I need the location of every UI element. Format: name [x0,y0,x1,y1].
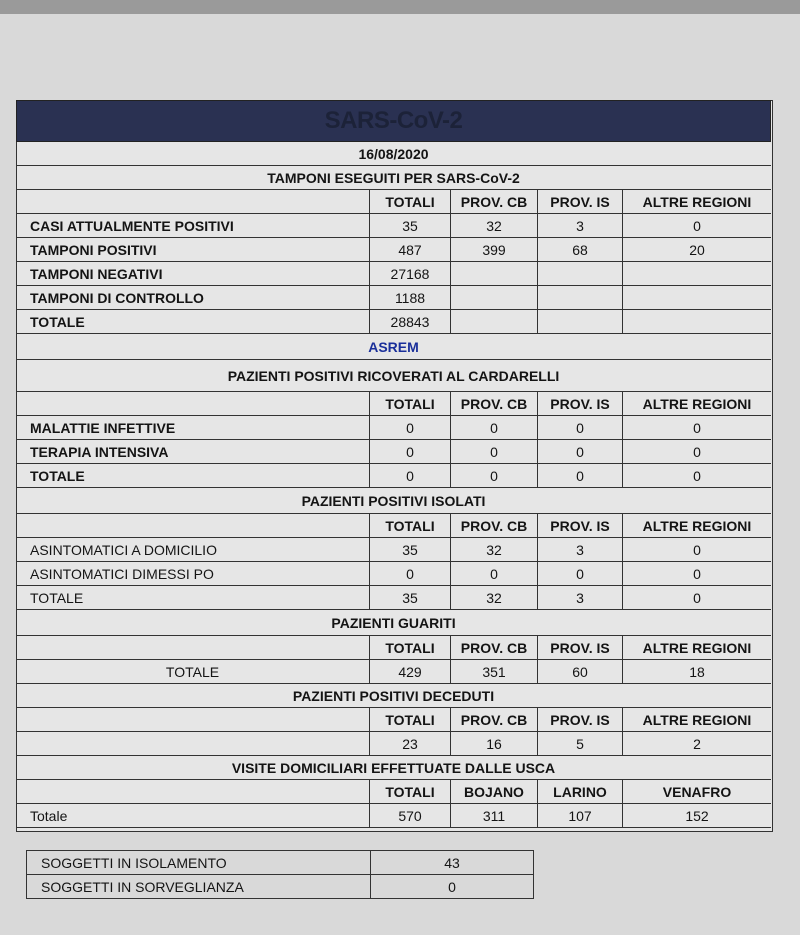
ricoverati-row-value: 0 [450,464,537,487]
soggetti-value: 43 [370,851,533,874]
tamponi-row-label: CASI ATTUALMENTE POSITIVI [30,217,234,234]
deceduti-header-blank [16,708,369,731]
tamponi-row [16,310,771,334]
ricoverati-row-label: TERAPIA INTENSIVA [30,443,169,460]
ricoverati-row [16,440,771,464]
guariti-col-header: PROV. IS [537,636,622,659]
report-date-row [16,142,771,166]
visite-row-value: 107 [537,804,622,827]
tamponi-col-header: PROV. IS [537,190,622,213]
visite-row [16,804,771,828]
tamponi-row-value: 399 [450,238,537,261]
isolati-row-value: 32 [450,586,537,609]
tamponi-row [16,286,771,310]
isolati-row-value: 0 [622,538,771,561]
guariti-header-row [16,636,771,660]
isolati-row-label: ASINTOMATICI DIMESSI PO [30,565,214,582]
isolati-header-row [16,514,771,538]
isolati-row-value: 0 [369,562,450,585]
soggetti-row [27,875,533,898]
tamponi-row-value: 3 [537,214,622,237]
report-date: 16/08/2020 [358,145,429,162]
isolati-col-header: ALTRE REGIONI [622,514,771,537]
title: SARS-CoV-2 [324,107,463,134]
visite-row-value: 152 [622,804,771,827]
deceduti-row-value: 5 [537,732,622,755]
ricoverati-row-label: MALATTIE INFETTIVE [30,419,176,436]
tamponi-row-value: 27168 [369,262,450,285]
guariti-value: 18 [622,660,771,683]
ricoverati-heading: PAZIENTI POSITIVI RICOVERATI AL CARDARELLI [227,367,560,384]
tamponi-row-label: TOTALE [30,313,85,330]
tamponi-row-value [622,262,771,285]
tamponi-row-label: TAMPONI NEGATIVI [30,265,163,282]
ricoverati-col-header: PROV. IS [537,392,622,415]
isolati-row [16,586,771,610]
visite-row-value: 570 [369,804,450,827]
isolati-row-label: TOTALE [30,589,84,606]
isolati-row-value: 32 [450,538,537,561]
ricoverati-col-header: TOTALI [369,392,450,415]
tamponi-row-value: 1188 [369,286,450,309]
ricoverati-row-value: 0 [537,416,622,439]
tamponi-row-label: TAMPONI DI CONTROLLO [30,289,204,306]
tamponi-header-blank [16,190,369,213]
visite-heading: VISITE DOMICILIARI EFFETTUATE DALLE USCA [231,759,556,776]
isolati-heading: PAZIENTI POSITIVI ISOLATI [301,492,486,509]
ricoverati-row-value: 0 [369,440,450,463]
ricoverati-row-value: 0 [450,416,537,439]
monitor-bezel [0,0,800,14]
tamponi-row-value: 20 [622,238,771,261]
tamponi-row [16,262,771,286]
isolati-row-value: 35 [369,586,450,609]
ricoverati-heading-row [16,360,771,392]
isolati-row-value: 0 [622,562,771,585]
tamponi-row [16,214,771,238]
tamponi-row-value: 32 [450,214,537,237]
deceduti-row-value: 16 [450,732,537,755]
guariti-value: 429 [369,660,450,683]
isolati-row-value: 0 [537,562,622,585]
visite-col-header: BOJANO [450,780,537,803]
tamponi-row-value: 487 [369,238,450,261]
deceduti-row [16,732,771,756]
deceduti-heading-row [16,684,771,708]
isolati-row-value: 0 [450,562,537,585]
visite-header-row [16,780,771,804]
ricoverati-header-blank [16,392,369,415]
deceduti-col-header: PROV. CB [450,708,537,731]
isolati-row-value: 35 [369,538,450,561]
isolati-header-blank [16,514,369,537]
tamponi-row-label: TAMPONI POSITIVI [30,241,157,258]
tamponi-row-value [622,286,771,309]
soggetti-table [26,850,534,899]
isolati-col-header: PROV. IS [537,514,622,537]
tamponi-row-value: 68 [537,238,622,261]
isolati-col-header: PROV. CB [450,514,537,537]
ricoverati-row-value: 0 [622,416,771,439]
ricoverati-row [16,416,771,440]
guariti-total-label: TOTALE [165,663,220,680]
ricoverati-row-value: 0 [369,416,450,439]
isolati-row-value: 3 [537,586,622,609]
isolati-heading-row [16,488,771,514]
tamponi-col-header: ALTRE REGIONI [622,190,771,213]
ricoverati-row-value: 0 [537,440,622,463]
asrem-link: ASREM [368,338,419,355]
ricoverati-col-header: ALTRE REGIONI [622,392,771,415]
guariti-col-header: TOTALI [369,636,450,659]
visite-header-blank [16,780,369,803]
guariti-col-header: ALTRE REGIONI [622,636,771,659]
ricoverati-row-value: 0 [622,440,771,463]
guariti-header-blank [16,636,369,659]
visite-col-header: VENAFRO [622,780,771,803]
ricoverati-row-label: TOTALE [30,467,85,484]
visite-row-value: 311 [450,804,537,827]
tamponi-row-value [450,286,537,309]
tamponi-row-value [537,286,622,309]
visite-col-header: LARINO [537,780,622,803]
guariti-value: 351 [450,660,537,683]
tamponi-row-value [537,310,622,333]
tamponi-row-value [622,310,771,333]
isolati-row-value: 0 [622,586,771,609]
tamponi-row-value: 35 [369,214,450,237]
visite-heading-row [16,756,771,780]
ricoverati-row-value: 0 [537,464,622,487]
isolati-col-header: TOTALI [369,514,450,537]
deceduti-col-header: TOTALI [369,708,450,731]
tamponi-row-value: 0 [622,214,771,237]
soggetti-label: SOGGETTI IN ISOLAMENTO [41,854,227,871]
deceduti-row-value: 2 [622,732,771,755]
title-band [16,100,771,142]
ricoverati-header-row [16,392,771,416]
tamponi-row-value [450,310,537,333]
deceduti-heading: PAZIENTI POSITIVI DECEDUTI [292,687,495,704]
isolati-row [16,562,771,586]
deceduti-row-label [16,732,369,755]
isolati-row [16,538,771,562]
guariti-heading-row [16,610,771,636]
tamponi-row-value: 28843 [369,310,450,333]
ricoverati-row-value: 0 [622,464,771,487]
tamponi-row-value [537,262,622,285]
deceduti-header-row [16,708,771,732]
deceduti-col-header: PROV. IS [537,708,622,731]
soggetti-row [27,851,533,875]
tamponi-row [16,238,771,262]
guariti-value: 60 [537,660,622,683]
ricoverati-row [16,464,771,488]
guariti-heading: PAZIENTI GUARITI [331,614,456,631]
tamponi-col-header: PROV. CB [450,190,537,213]
tamponi-col-header: TOTALI [369,190,450,213]
visite-col-header: TOTALI [369,780,450,803]
soggetti-value: 0 [370,875,533,898]
ricoverati-col-header: PROV. CB [450,392,537,415]
ricoverati-row-value: 0 [369,464,450,487]
isolati-row-label: ASINTOMATICI A DOMICILIO [30,541,217,558]
deceduti-row-value: 23 [369,732,450,755]
asrem-link-row [16,334,771,360]
guariti-total-row [16,660,771,684]
tamponi-heading-row [16,166,771,190]
deceduti-col-header: ALTRE REGIONI [622,708,771,731]
soggetti-label: SOGGETTI IN SORVEGLIANZA [41,878,244,895]
isolati-row-value: 3 [537,538,622,561]
tamponi-row-value [450,262,537,285]
visite-row-label: Totale [30,807,68,824]
tamponi-header-row [16,190,771,214]
ricoverati-row-value: 0 [450,440,537,463]
guariti-col-header: PROV. CB [450,636,537,659]
tamponi-heading: TAMPONI ESEGUITI PER SARS-CoV-2 [267,169,520,186]
